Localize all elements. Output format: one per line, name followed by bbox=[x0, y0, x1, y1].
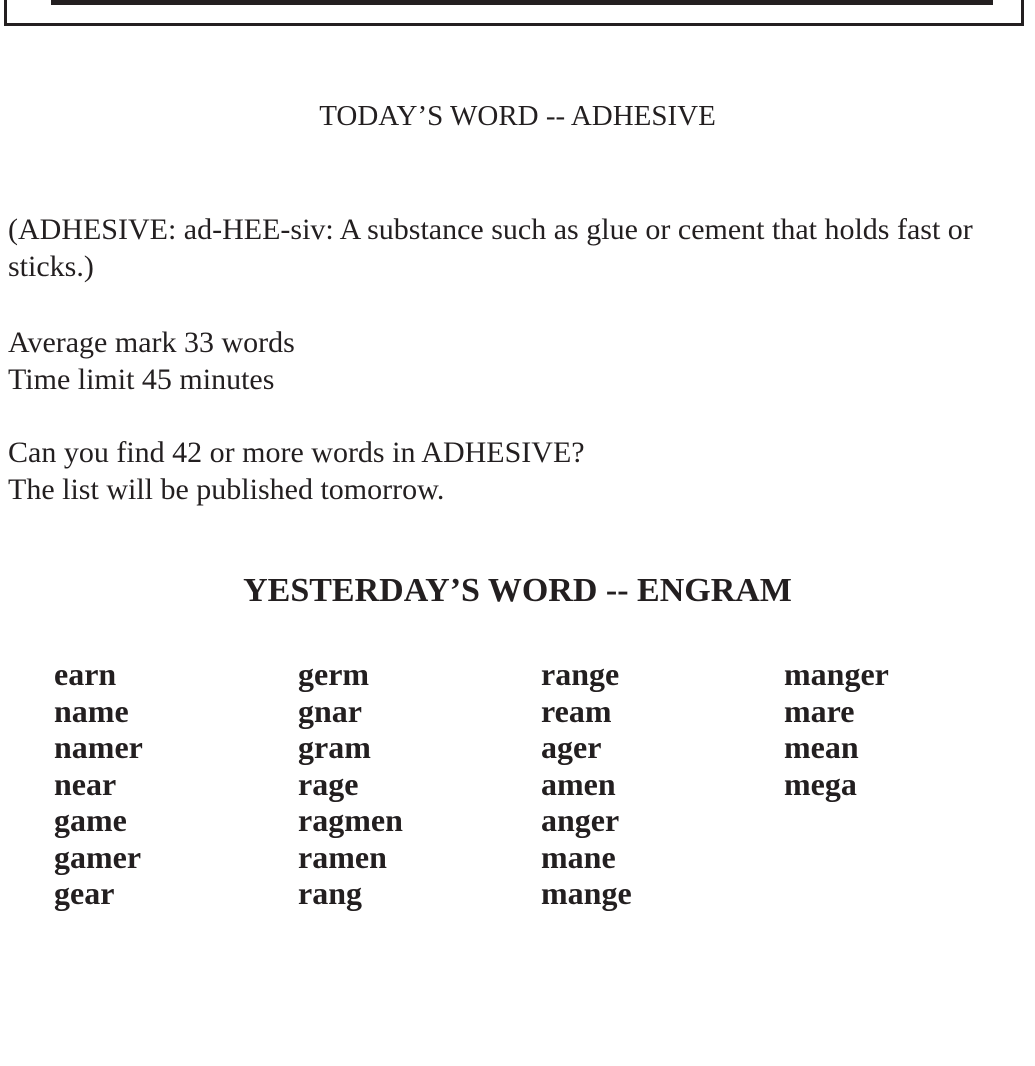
list-item: gram bbox=[298, 729, 371, 765]
list-item: rang bbox=[298, 875, 362, 911]
challenge-question: Can you find 42 or more words in ADHESIVE? bbox=[8, 436, 585, 469]
list-item: mare bbox=[784, 692, 855, 729]
list-item: ragmen bbox=[298, 802, 403, 838]
list-item: mane bbox=[541, 838, 616, 875]
list-item: ramen bbox=[298, 838, 387, 875]
list-item: gamer bbox=[54, 838, 142, 875]
word-column bbox=[54, 656, 143, 912]
word-column bbox=[784, 656, 889, 802]
average-mark: Average mark 33 words bbox=[8, 326, 295, 359]
list-item: gear bbox=[54, 875, 115, 911]
word-column bbox=[541, 656, 632, 912]
todays-word-title: TODAY’S WORD -- ADHESIVE bbox=[319, 100, 716, 132]
puzzle-challenge bbox=[8, 434, 585, 508]
list-item: ager bbox=[541, 729, 602, 765]
list-item: mange bbox=[541, 875, 632, 911]
list-item: near bbox=[54, 765, 117, 802]
header-rule bbox=[51, 0, 993, 5]
list-item: rage bbox=[298, 765, 359, 802]
word-column bbox=[298, 656, 403, 912]
list-item: manger bbox=[784, 656, 889, 692]
time-limit: Time limit 45 minutes bbox=[8, 363, 275, 396]
list-item: mean bbox=[784, 729, 859, 765]
list-item: gnar bbox=[298, 692, 362, 729]
list-item: anger bbox=[541, 802, 620, 838]
list-item: earn bbox=[54, 656, 117, 692]
list-item: namer bbox=[54, 729, 143, 765]
list-item: game bbox=[54, 802, 127, 838]
list-item: name bbox=[54, 692, 129, 729]
list-item: amen bbox=[541, 765, 616, 802]
word-definition: (ADHESIVE: ad-HEE-siv: A substance such as glue or cement that holds fast or sticks.) bbox=[8, 213, 973, 283]
puzzle-stats bbox=[8, 324, 295, 398]
list-item: range bbox=[541, 656, 620, 692]
list-item: mega bbox=[784, 765, 857, 802]
header-frame bbox=[4, 0, 1024, 26]
list-item: germ bbox=[298, 656, 370, 692]
publish-note: The list will be published tomorrow. bbox=[8, 473, 445, 506]
yesterdays-word-title: YESTERDAY’S WORD -- ENGRAM bbox=[243, 572, 792, 609]
list-item: ream bbox=[541, 692, 612, 729]
